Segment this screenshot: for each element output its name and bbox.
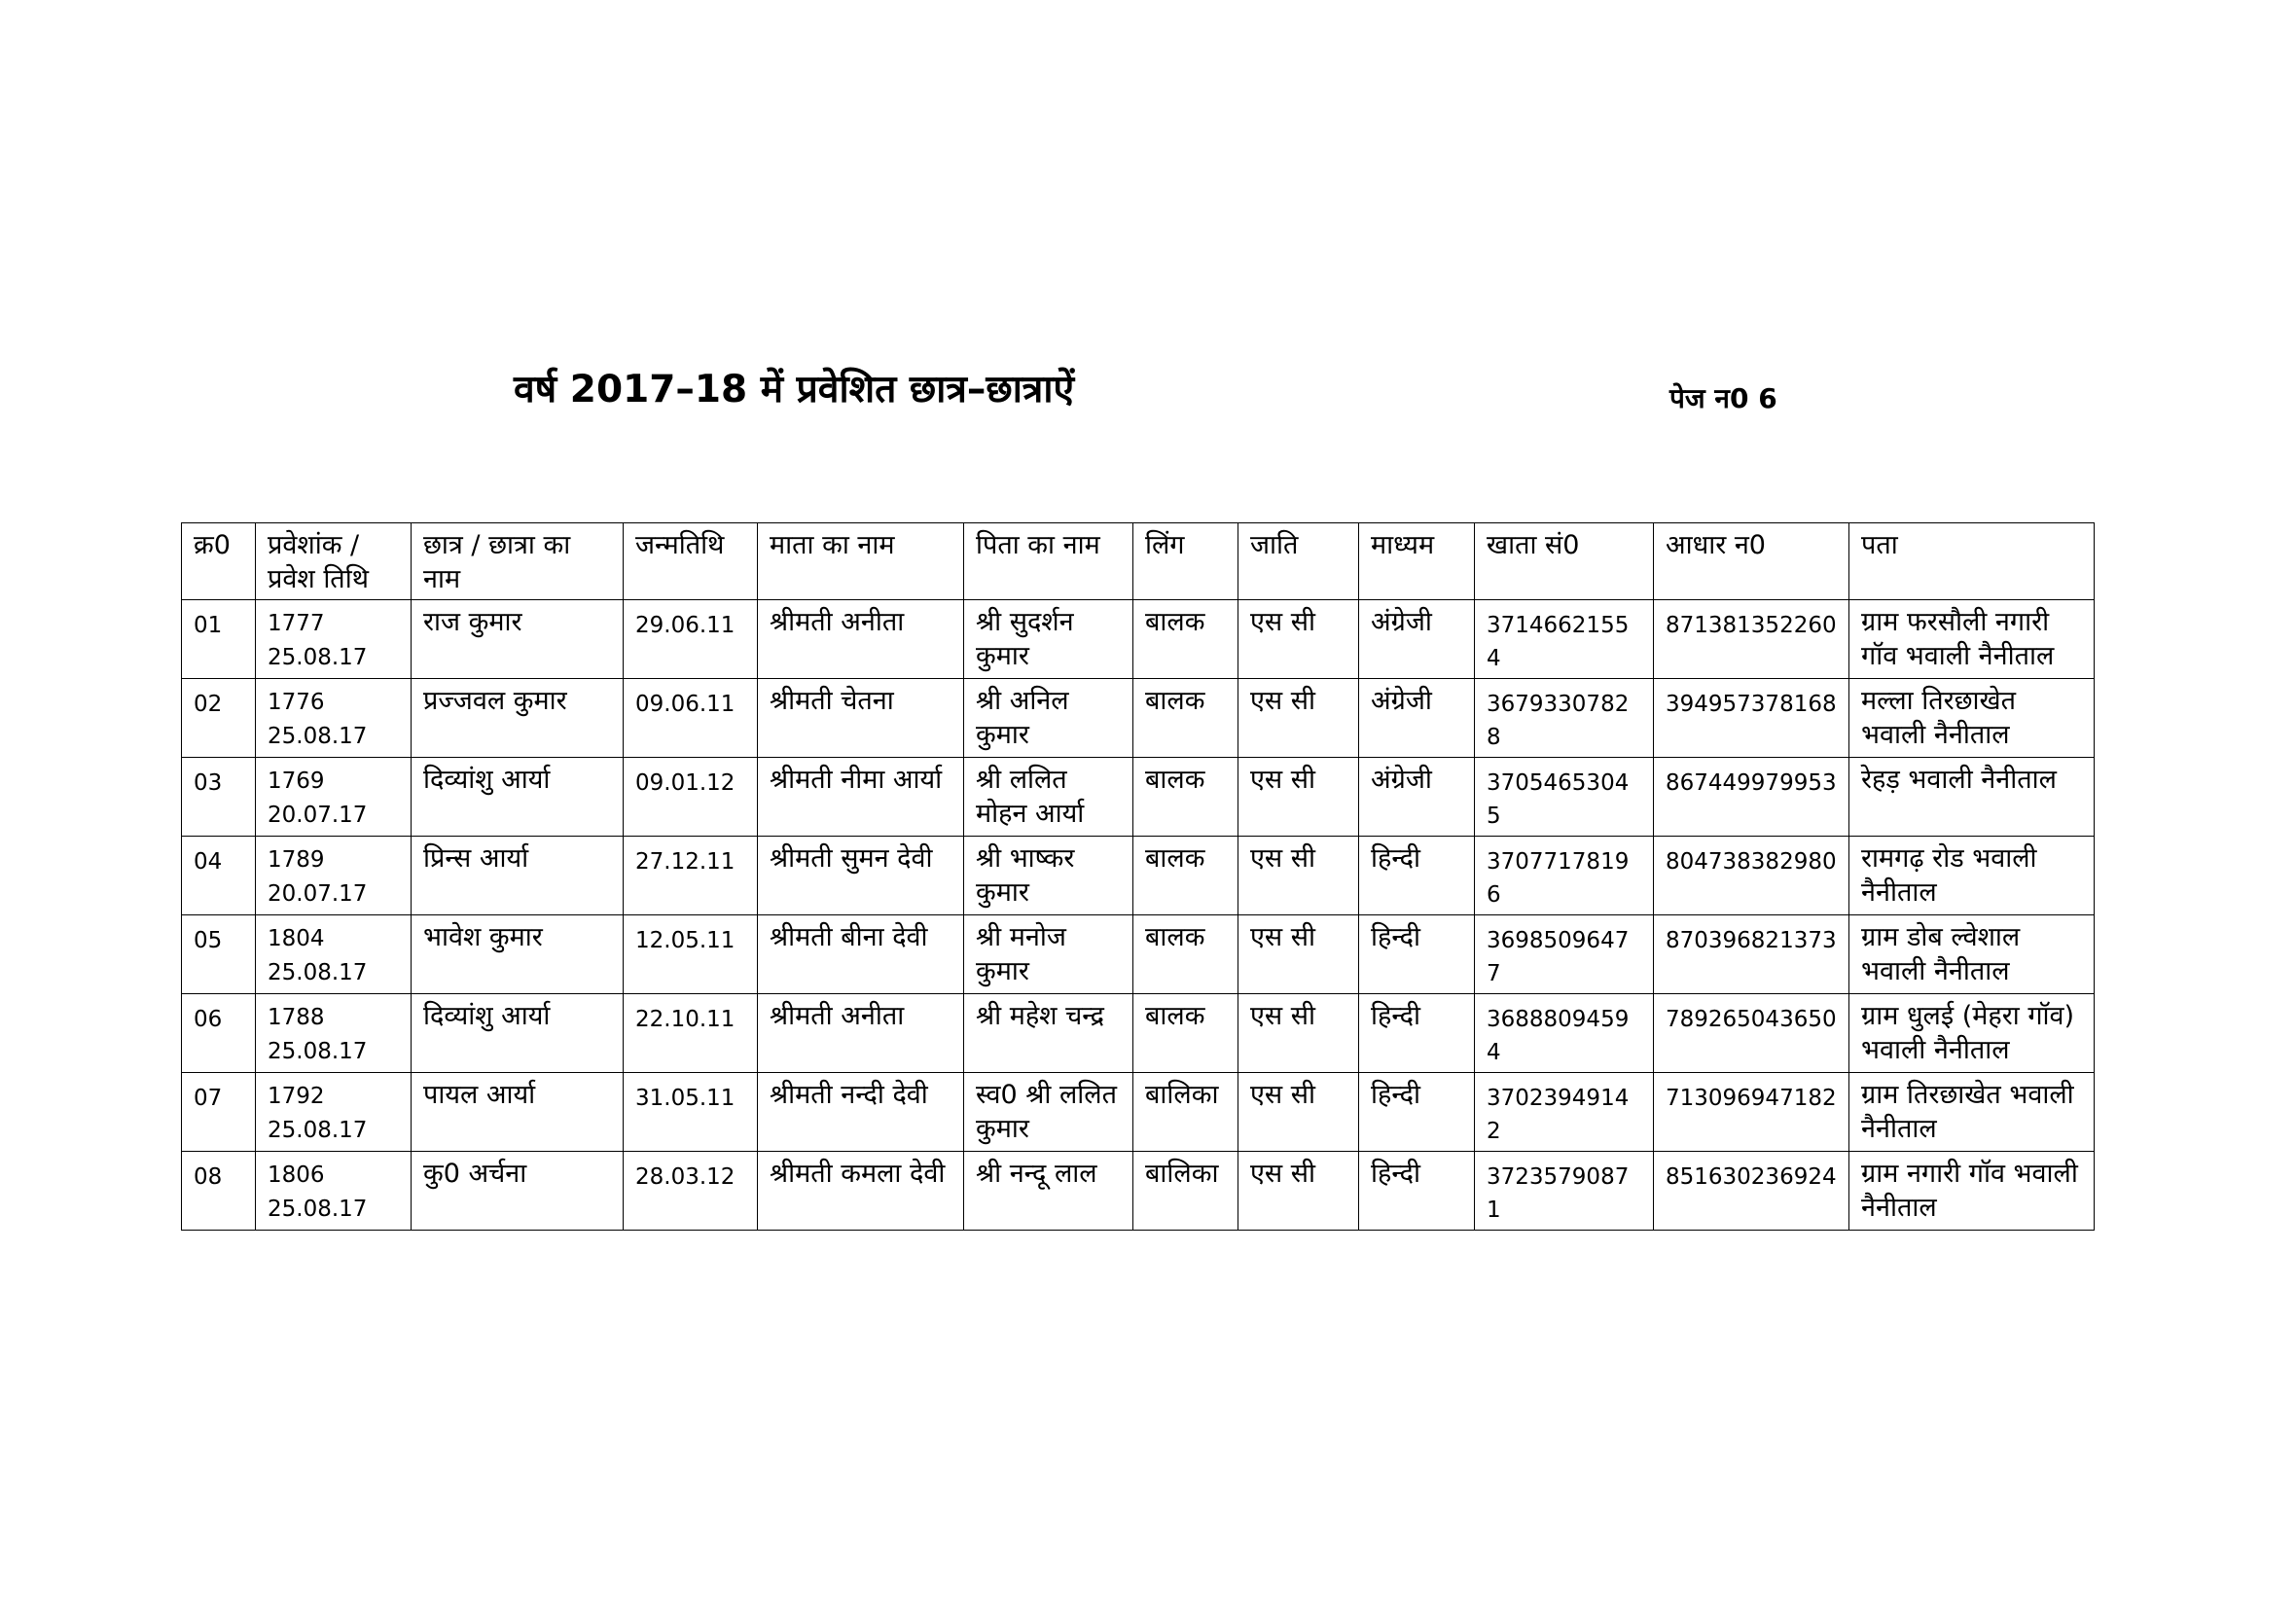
admission-date: 25.08.17 bbox=[268, 724, 368, 749]
cell-address: ग्राम धुलई (मेहरा गॉव) भवाली नैनीताल bbox=[1849, 994, 2095, 1073]
cell-account: 36888094594 bbox=[1475, 994, 1654, 1073]
table-row bbox=[182, 679, 2095, 758]
cell-account: 37077178196 bbox=[1475, 837, 1654, 915]
cell-aadhaar: 870396821373 bbox=[1654, 915, 1849, 994]
cell-caste: एस सी bbox=[1238, 1073, 1359, 1152]
admission-number: 1806 bbox=[268, 1162, 325, 1188]
column-header-aadhaar: आधार न0 bbox=[1654, 523, 1849, 600]
cell-gender: बालक bbox=[1133, 994, 1238, 1073]
column-header-father: पिता का नाम bbox=[964, 523, 1133, 600]
column-header-address: पता bbox=[1849, 523, 2095, 600]
cell-address: ग्राम तिरछाखेत भवाली नैनीताल bbox=[1849, 1073, 2095, 1152]
cell-gender: बालक bbox=[1133, 679, 1238, 758]
cell-admission bbox=[256, 837, 412, 915]
cell-address: ग्राम डोब ल्वेशाल भवाली नैनीताल bbox=[1849, 915, 2095, 994]
cell-caste: एस सी bbox=[1238, 679, 1359, 758]
cell-caste: एस सी bbox=[1238, 837, 1359, 915]
cell-medium: अंग्रेजी bbox=[1359, 679, 1475, 758]
cell-medium: हिन्दी bbox=[1359, 837, 1475, 915]
cell-mother: श्रीमती कमला देवी bbox=[758, 1152, 964, 1231]
cell-serial: 05 bbox=[182, 915, 256, 994]
admission-number: 1792 bbox=[268, 1084, 325, 1109]
cell-mother: श्रीमती चेतना bbox=[758, 679, 964, 758]
cell-father: श्री भाष्कर कुमार bbox=[964, 837, 1133, 915]
cell-medium: हिन्दी bbox=[1359, 915, 1475, 994]
cell-student-name: भावेश कुमार bbox=[412, 915, 624, 994]
cell-mother: श्रीमती अनीता bbox=[758, 600, 964, 679]
cell-account: 37054653045 bbox=[1475, 758, 1654, 837]
cell-serial: 08 bbox=[182, 1152, 256, 1231]
cell-dob: 12.05.11 bbox=[624, 915, 758, 994]
cell-gender: बालिका bbox=[1133, 1073, 1238, 1152]
admission-date: 25.08.17 bbox=[268, 960, 368, 985]
admission-number: 1776 bbox=[268, 690, 325, 715]
table-row bbox=[182, 1152, 2095, 1231]
column-header-admission: प्रवेशांक / प्रवेश तिथि bbox=[256, 523, 412, 600]
cell-mother: श्रीमती नीमा आर्या bbox=[758, 758, 964, 837]
cell-dob: 28.03.12 bbox=[624, 1152, 758, 1231]
admission-date: 25.08.17 bbox=[268, 1039, 368, 1064]
cell-caste: एस सी bbox=[1238, 994, 1359, 1073]
cell-serial: 01 bbox=[182, 600, 256, 679]
column-header-account: खाता सं0 bbox=[1475, 523, 1654, 600]
cell-admission bbox=[256, 679, 412, 758]
cell-admission bbox=[256, 1073, 412, 1152]
admission-date: 25.08.17 bbox=[268, 1197, 368, 1222]
table-row bbox=[182, 1073, 2095, 1152]
cell-account: 37023949142 bbox=[1475, 1073, 1654, 1152]
cell-gender: बालक bbox=[1133, 758, 1238, 837]
admission-number: 1789 bbox=[268, 847, 325, 873]
table-row bbox=[182, 994, 2095, 1073]
cell-medium: हिन्दी bbox=[1359, 994, 1475, 1073]
cell-father: श्री मनोज कुमार bbox=[964, 915, 1133, 994]
cell-father: श्री महेश चन्द्र bbox=[964, 994, 1133, 1073]
cell-medium: अंग्रेजी bbox=[1359, 600, 1475, 679]
cell-admission bbox=[256, 600, 412, 679]
cell-student-name: दिव्यांशु आर्या bbox=[412, 758, 624, 837]
cell-address: मल्ला तिरछाखेत भवाली नैनीताल bbox=[1849, 679, 2095, 758]
table-row bbox=[182, 915, 2095, 994]
cell-account: 37235790871 bbox=[1475, 1152, 1654, 1231]
page-title: वर्ष 2017–18 में प्रवेशित छात्र–छात्राऐं bbox=[514, 368, 1075, 411]
cell-serial: 02 bbox=[182, 679, 256, 758]
cell-gender: बालक bbox=[1133, 915, 1238, 994]
cell-dob: 09.01.12 bbox=[624, 758, 758, 837]
cell-dob: 31.05.11 bbox=[624, 1073, 758, 1152]
admission-number: 1804 bbox=[268, 926, 325, 951]
cell-caste: एस सी bbox=[1238, 600, 1359, 679]
cell-aadhaar: 394957378168 bbox=[1654, 679, 1849, 758]
cell-mother: श्रीमती सुमन देवी bbox=[758, 837, 964, 915]
cell-account: 36793307828 bbox=[1475, 679, 1654, 758]
cell-caste: एस सी bbox=[1238, 915, 1359, 994]
cell-mother: श्रीमती बीना देवी bbox=[758, 915, 964, 994]
cell-aadhaar: 713096947182 bbox=[1654, 1073, 1849, 1152]
cell-father: श्री नन्दू लाल bbox=[964, 1152, 1133, 1231]
cell-address: रेहड़ भवाली नैनीताल bbox=[1849, 758, 2095, 837]
cell-address: ग्राम नगारी गॉव भवाली नैनीताल bbox=[1849, 1152, 2095, 1231]
cell-student-name: दिव्यांशु आर्या bbox=[412, 994, 624, 1073]
admission-number: 1777 bbox=[268, 611, 325, 636]
cell-student-name: कु0 अर्चना bbox=[412, 1152, 624, 1231]
cell-dob: 22.10.11 bbox=[624, 994, 758, 1073]
column-header-caste: जाति bbox=[1238, 523, 1359, 600]
cell-caste: एस सी bbox=[1238, 758, 1359, 837]
column-header-medium: माध्यम bbox=[1359, 523, 1475, 600]
cell-medium: हिन्दी bbox=[1359, 1152, 1475, 1231]
cell-mother: श्रीमती अनीता bbox=[758, 994, 964, 1073]
cell-gender: बालक bbox=[1133, 600, 1238, 679]
column-header-mother: माता का नाम bbox=[758, 523, 964, 600]
cell-mother: श्रीमती नन्दी देवी bbox=[758, 1073, 964, 1152]
cell-father: श्री ललित मोहन आर्या bbox=[964, 758, 1133, 837]
cell-caste: एस सी bbox=[1238, 1152, 1359, 1231]
cell-serial: 07 bbox=[182, 1073, 256, 1152]
cell-student-name: प्रिन्स आर्या bbox=[412, 837, 624, 915]
cell-account: 37146621554 bbox=[1475, 600, 1654, 679]
cell-admission bbox=[256, 994, 412, 1073]
column-header-serial: क्र0 bbox=[182, 523, 256, 600]
cell-aadhaar: 851630236924 bbox=[1654, 1152, 1849, 1231]
cell-aadhaar: 789265043650 bbox=[1654, 994, 1849, 1073]
admission-number: 1788 bbox=[268, 1005, 325, 1030]
cell-dob: 27.12.11 bbox=[624, 837, 758, 915]
cell-father: श्री अनिल कुमार bbox=[964, 679, 1133, 758]
cell-address: रामगढ़ रोड भवाली नैनीताल bbox=[1849, 837, 2095, 915]
admission-date: 25.08.17 bbox=[268, 645, 368, 670]
cell-student-name: राज कुमार bbox=[412, 600, 624, 679]
cell-father: श्री सुदर्शन कुमार bbox=[964, 600, 1133, 679]
cell-aadhaar: 871381352260 bbox=[1654, 600, 1849, 679]
cell-dob: 29.06.11 bbox=[624, 600, 758, 679]
page-number: पेज न0 6 bbox=[1669, 382, 1777, 414]
cell-student-name: प्रज्जवल कुमार bbox=[412, 679, 624, 758]
table-row bbox=[182, 600, 2095, 679]
cell-gender: बालिका bbox=[1133, 1152, 1238, 1231]
cell-father: स्व0 श्री ललित कुमार bbox=[964, 1073, 1133, 1152]
student-table bbox=[181, 522, 2095, 1231]
table-row bbox=[182, 758, 2095, 837]
cell-serial: 06 bbox=[182, 994, 256, 1073]
column-header-gender: लिंग bbox=[1133, 523, 1238, 600]
cell-address: ग्राम फरसौली नगारी गॉव भवाली नैनीताल bbox=[1849, 600, 2095, 679]
cell-account: 36985096477 bbox=[1475, 915, 1654, 994]
table-row bbox=[182, 837, 2095, 915]
cell-admission bbox=[256, 915, 412, 994]
column-header-student-name: छात्र / छात्रा का नाम bbox=[412, 523, 624, 600]
cell-admission bbox=[256, 758, 412, 837]
cell-serial: 03 bbox=[182, 758, 256, 837]
admission-date: 20.07.17 bbox=[268, 803, 368, 828]
admission-number: 1769 bbox=[268, 769, 325, 794]
column-header-dob: जन्मतिथि bbox=[624, 523, 758, 600]
cell-medium: हिन्दी bbox=[1359, 1073, 1475, 1152]
admission-date: 25.08.17 bbox=[268, 1118, 368, 1143]
admission-date: 20.07.17 bbox=[268, 881, 368, 907]
cell-gender: बालक bbox=[1133, 837, 1238, 915]
cell-admission bbox=[256, 1152, 412, 1231]
cell-medium: अंग्रेजी bbox=[1359, 758, 1475, 837]
table-header-row bbox=[182, 523, 2095, 600]
cell-dob: 09.06.11 bbox=[624, 679, 758, 758]
cell-aadhaar: 804738382980 bbox=[1654, 837, 1849, 915]
cell-student-name: पायल आर्या bbox=[412, 1073, 624, 1152]
cell-serial: 04 bbox=[182, 837, 256, 915]
cell-aadhaar: 867449979953 bbox=[1654, 758, 1849, 837]
